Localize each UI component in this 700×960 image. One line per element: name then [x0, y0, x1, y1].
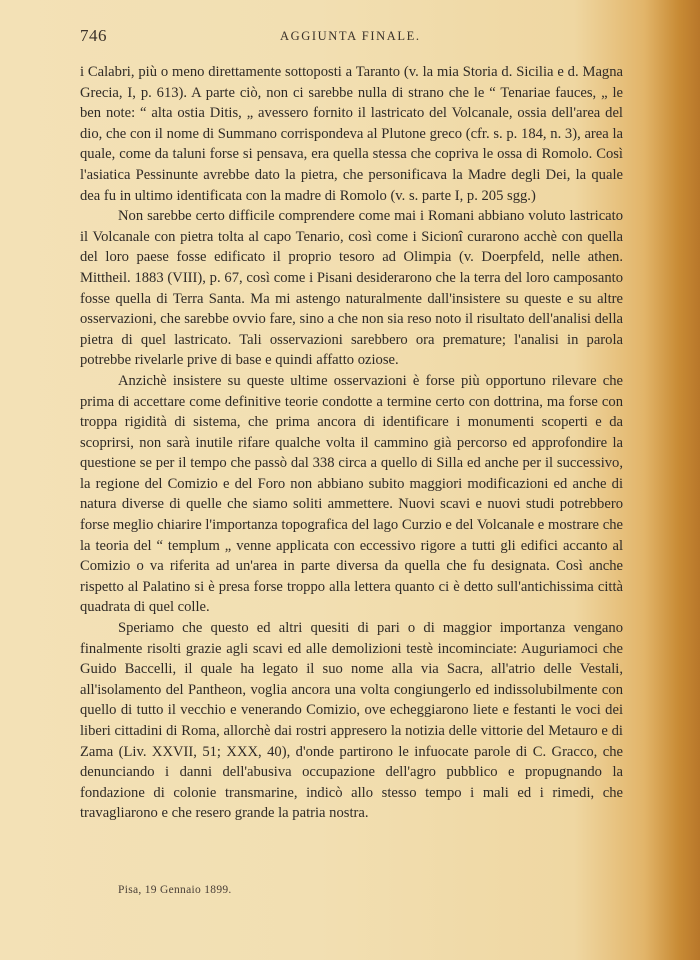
- page-number: 746: [80, 26, 107, 45]
- paragraph-1: i Calabri, più o meno direttamente sottoposti a Taranto (v. la mia Storia d. Sicilia e d. Magna Grecia, I, p. 613). A parte ciò, non ci sarebbe nulla di strano che le “ Tenariae fauces, „ le ben note: “ alta ostia Ditis, „ avessero fornito il lastricato del Volcanale, ossia dell'area del dio, che con il nome di Summano corrispondeva al Plutone greco (cfr. s. p. 184, n. 3), area la quale, come da taluni forse si pensava, era quella stessa che copriva le ossa di Romolo. Così l'asiatica Pessinunte avrebbe dato la pietra, che personificava la Madre degli Dei, la quale dea fu in ultimo identificata con la madre di Romolo (v. s. parte I, p. 205 sgg.): [80, 64, 623, 204]
- body-text: [80, 62, 623, 824]
- signature-date: Pisa, 19 Gennaio 1899.: [118, 884, 232, 896]
- running-head: AGGIUNTA FINALE.: [280, 29, 421, 43]
- paragraph-3: Anzichè insistere su queste ultime osservazioni è forse più opportuno rilevare che prima di accettare come definitive teorie condotte a termine certo con dottrina, ma forse con troppa rigidità di sistema, che prima ancora di identificare i monumenti scoperti e da scoprirsi, non sarà inutile rifare qualche volta il cammino già percorso ed approfondire la questione se per il tempo che passò dal 338 circa a quello di Silla ed anche per il successivo, la regione del Comizio e del Foro non abbiano subito maggiori modificazioni ed anche di natura diverse di quelle che siamo soliti ammettere. Nuovi scavi e nuovi studi potrebbero forse meglio chiarire l'importanza topografica del lago Curzio e del Volcanale e mostrare che la teoria del “ templum „ venne applicata con eccessivo rigore a tutti gli edifici accanto al Comizio o va riferita ad un'area in parte diversa da quella che fu designata. Così anche rispetto al Palatino si è presa forse troppo alla lettera quanto ci è detto sull'antichissima città quadrata di quel colle.: [80, 372, 623, 616]
- page-header: [80, 26, 625, 52]
- paragraph-4: Speriamo che questo ed altri quesiti di pari o di maggior importanza vengano finalmente risolti grazie agli scavi ed alle demolizioni testè incominciate: Auguriamoci che Guido Baccelli, il quale ha legato il suo nome alla via Sacra, all'atrio delle Vestali, all'isolamento del Pantheon, voglia ancora una volta congiungerlo ed indissolubilmente con quello di tutto il vecchio e venerando Comizio, ove echeggiarono liete e festanti le voci dei liberi cittadini di Roma, allorchè dai rostri appresero la notizia delle vittorie del Metauro e di Zama (Liv. XXVII, 51; XXX, 40), d'onde partirono le infuocate parole di C. Gracco, che denunciando i danni dell'abusiva occupazione dell'agro pubblico e propugnando la fondazione di colonie transmarine, indicò allo stesso tempo i mali ed i rimedi, che travagliarono e che resero grande la patria nostra.: [80, 620, 623, 822]
- paragraph-2: Non sarebbe certo difficile comprendere come mai i Romani abbiano voluto lastricato il Volcanale con pietra tolta al capo Tenario, così come i Sicionî curarono acchè con quella del loro paese fosse edificato il proprio tesoro ad Olimpia (v. Doerpfeld, nelle athen. Mittheil. 1883 (VIII), p. 67, così come i Pisani desiderarono che la terra del loro camposanto fosse quella di Terra Santa. Ma mi astengo naturalmente dall'insistere su queste e su altre osservazioni, che sarebbe ovvio fare, sino a che non sia reso noto il risultato dell'analisi della pietra di quel lastricato. Tali osservazioni sarebbero ora premature; l'analisi in parola potrebbe rivelarle prive di base e quindi affatto oziose.: [80, 208, 623, 369]
